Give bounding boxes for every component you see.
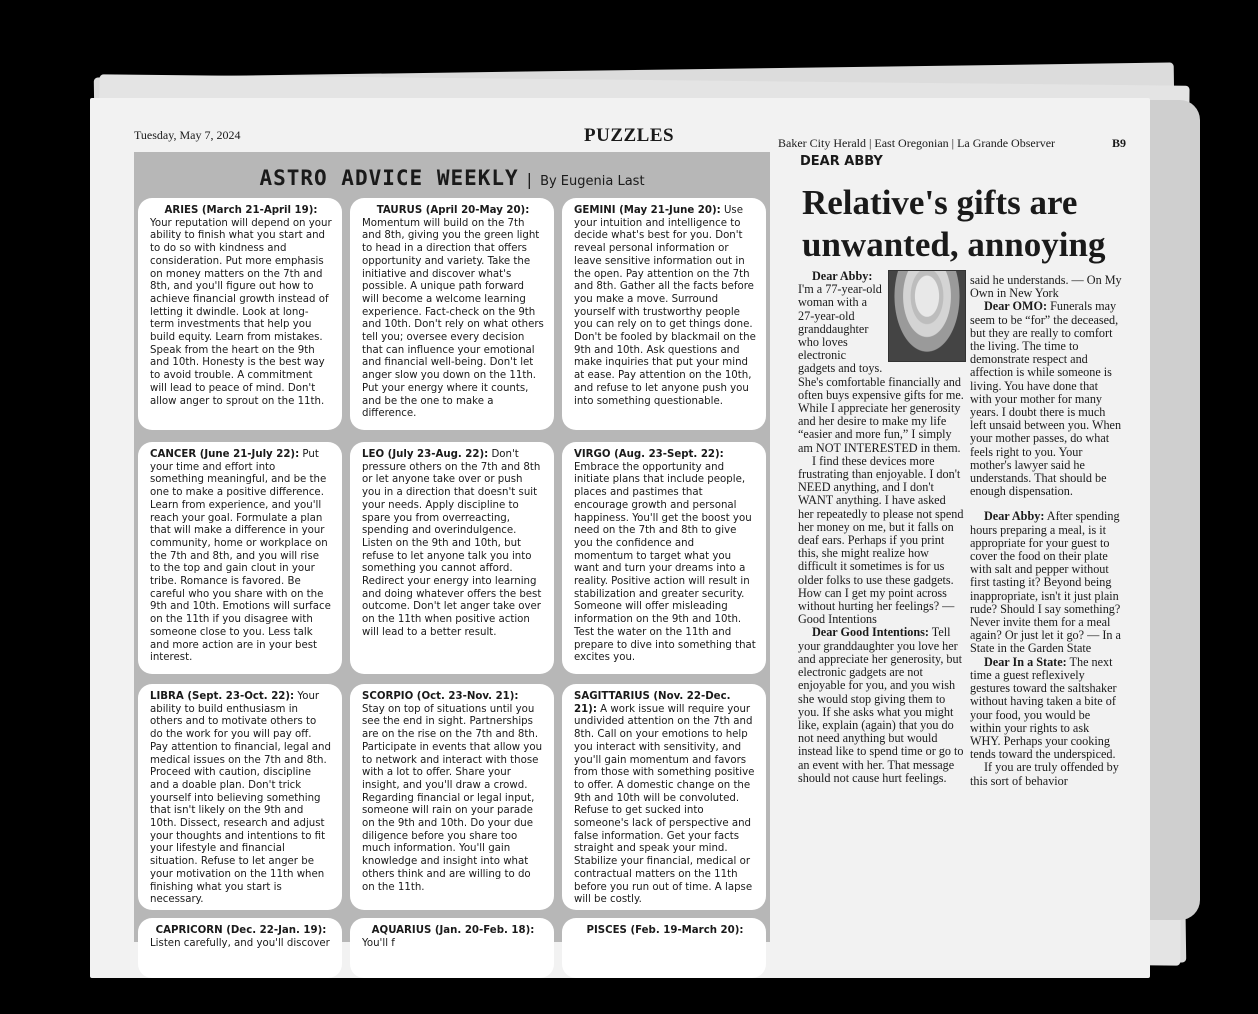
- sign-name: VIRGO (Aug. 23-Sept. 22):: [574, 449, 724, 460]
- paragraph-text: After spending hours preparing a meal, is it appropriate for your guest to cover the food on their plate with salt and pepper without first tasting it? Beyond being inappropriate, isn't it just plain rude? Should I say something? Never invite them for a meal again? Or just let it go? — In a State in the Garden State: [970, 509, 1121, 656]
- sign-text: Stay on top of situations until you see the end in sight. Partnerships are on the rise on the 7th and 8th. Participate in events that allow you to network and interact with those with a lot to offer. Share your insight, and you'll draw a crowd. Regarding financial or legal input, someone will rain on your parade on the 9th and 10th. Do your due diligence before you share too much information. You'll gain knowledge and insight into what others think and are willing to do on the 11th.: [362, 703, 543, 893]
- article-paragraph: [970, 274, 1122, 300]
- column-kicker: DEAR ABBY: [800, 154, 883, 169]
- sign-text: Your reputation will depend on your ability to finish what you start and to do so with kindness and consideration. Put more emphasis on money matters on the 7th and 8th, and you'll figure out how to achieve financial growth instead of letting it dwindle. Look at long-term investments that help you build equity. Learn from mistakes. Speak from the heart on the 9th and 10th. Honesty is the best way to avoid trouble. A commitment will lead to peace of mind. Don't allow anger to sprout on the 11th.: [150, 217, 332, 407]
- sign-name: SCORPIO (Oct. 23-Nov. 21):: [362, 691, 519, 702]
- astro-title: ASTRO ADVICE WEEKLY: [259, 166, 519, 190]
- sign-name: LIBRA (Sept. 23-Oct. 22):: [150, 691, 295, 702]
- sign-name: AQUARIUS (Jan. 20-Feb. 18):: [371, 925, 535, 936]
- paragraph-text: said he understands. — On My Own in New York: [970, 273, 1122, 301]
- article-headline: Relative's gifts are unwanted, annoying: [802, 183, 1106, 264]
- paragraph-text: Tell your granddaughter you love her and appreciate her generosity, but electronic gadgets are not enjoyable for you, and you wish she would stop giving them to you. If she asks what you might like, explain (again) that you do not need anything but would instead like to spend time or go to an event with her. That message should not cause hurt feelings.: [798, 625, 964, 785]
- columnist-photo: [888, 270, 966, 362]
- astro-byline: By Eugenia Last: [540, 174, 645, 189]
- reply-salutation: Dear In a State:: [984, 654, 1067, 669]
- horoscope-card-gemini: [562, 198, 766, 430]
- sign-name: TAURUS (April 20-May 20):: [376, 205, 530, 216]
- article-paragraph: [970, 510, 1122, 655]
- paragraph-text: If you are truly offended by this sort of behavior: [970, 760, 1119, 788]
- sign-text: Your ability to build enthusiasm in others and to motivate others to do the work for you will pay off. Pay attention to financial, legal and medical issues on the 7th and 8th. Proceed with caution, discipline and a doable plan. Don't trick yourself into believing something that isn't likely on the 9th and 10th. Dissect, research and adjust your thoughts and intentions to fit your lifestyle and financial situation. Refuse to let anger be your motivation on the 11th when finishing what you start is necessary.: [150, 691, 331, 906]
- paragraph-text: I find these devices more frustrating than enjoyable. I don't NEED anything, and I don't WANT anything. I have asked her repeatedly to please not spend her money on me, but it falls on deaf ears. Perhaps if you print this, she might realize how difficult it sometimes is for us older folks to use these gadgets. How can I get my point across without hurting her feelings? — Good Intentions: [798, 453, 964, 627]
- horoscope-card-aquarius: [350, 918, 554, 978]
- sign-text: Use your intuition and intelligence to decide what's best for you. Don't reveal personal information or leave sensitive information out in the open. Pay attention on the 7th and 8th. Gather all the facts before you make a move. Surround yourself with trustworthy people you can rely on to get things done. Don't be fooled by blackmail on the 9th and 10th. Ask questions and make inquiries that put your mind at ease. Pay attention on the 10th, and refuse to let anyone push you into something questionable.: [574, 205, 756, 407]
- publication-names: Baker City Herald | East Oregonian | La Grande Observer: [778, 136, 1056, 150]
- horoscope-card-aries: [138, 198, 342, 430]
- article-paragraph: [970, 761, 1122, 787]
- article-paragraph: [798, 626, 964, 784]
- horoscope-card-scorpio: [350, 684, 554, 910]
- sign-text: Embrace the opportunity and initiate plans that include people, places and pastimes that encourage growth and personal happiness. You'll get the boost you need on the 7th and 8th to give you the confidence and momentum to target what you want and turn your dreams into a reality. Positive action will result in stabilization and greater security. Someone will offer misleading information on the 9th and 10th. Test the water on the 11th and prepare to dive into something that excites you.: [574, 461, 756, 664]
- sign-text: Listen carefully, and you'll discover: [150, 937, 330, 949]
- astro-advice-panel: [134, 152, 770, 949]
- reply-salutation: Dear OMO:: [984, 299, 1048, 314]
- sign-text: Put your time and effort into something meaningful, and be the one to make a positive difference. Learn from experience, and you'll reach your goal. Formulate a plan that will make a difference in your community, home or workplace on the 7th and 8th, and you will rise to the top and gain clout in your tribe. Romance is favored. Be careful who you share with on the 9th and 10th. Emotions will surface on the 11th if you disagree with someone close to you. Less talk and more action are in your best interest.: [150, 449, 331, 664]
- article-column-right: [970, 274, 1122, 934]
- horoscope-card-sagittarius: [562, 684, 766, 910]
- sign-name: CANCER (June 21-July 22):: [150, 449, 300, 460]
- page-number: B9: [1112, 136, 1127, 150]
- sign-name: LEO (July 23-Aug. 22):: [362, 449, 489, 460]
- paragraph-text: I'm a 77-year-old woman with a 27-year-old granddaughter who loves electronic gadgets and toys. She's comfortable financially and often buys expensive gifts for me. While I appreciate her generosity and her desire to make my life “easier and more fun,” I simply am NOT INTERESTED in them.: [798, 282, 964, 455]
- article-paragraph: [970, 300, 1122, 498]
- section-title: PUZZLES: [584, 125, 675, 146]
- horoscope-card-pisces: [562, 918, 766, 978]
- sign-text: A work issue will require your undivided attention on the 7th and 8th. Call on your emotions to help you interact with sensitivity, and you'll gain momentum and favors from those with something positive to offer. A domestic change on the 9th and 10th will be convoluted. Refuse to get sucked into someone's lack of perspective and false information. Get your facts straight and speak your mind. Stabilize your financial, medical or contractual matters on the 11th before you run out of time. A lapse will be costly.: [574, 703, 755, 906]
- horoscope-card-capricorn: [138, 918, 342, 978]
- astro-header: [134, 166, 770, 190]
- reply-salutation: Dear Good Intentions:: [812, 625, 929, 640]
- newspaper-page: [90, 98, 1150, 978]
- sign-text: Momentum will build on the 7th and 8th, giving you the green light to head in a direction that offers opportunity and variety. Take the initiative and discover what's possible. A unique path forward will become a welcome learning experience. Fact-check on the 9th and 10th. Don't rely on what others tell you; oversee every decision that can influence your emotional and financial well-being. Don't let anger slow you down on the 11th. Put your energy where it counts, and be the one to make a difference.: [362, 217, 544, 420]
- sign-text: You'll f: [362, 937, 395, 949]
- sign-name: GEMINI (May 21-June 20):: [574, 205, 721, 216]
- page-date: Tuesday, May 7, 2024: [134, 128, 241, 142]
- horoscope-card-cancer: [138, 442, 342, 674]
- sign-name: PISCES (Feb. 19-March 20):: [586, 925, 744, 936]
- letter-salutation: Dear Abby:: [984, 509, 1045, 524]
- horoscope-card-libra: [138, 684, 342, 910]
- horoscope-card-leo: [350, 442, 554, 674]
- sign-text: Don't pressure others on the 7th and 8th or let anyone take over or push you in a direction that doesn't suit your needs. Apply discipline to spare you from overreacting, spending and overindulgence. Listen on the 9th and 10th, but refuse to let anyone talk you into something you cannot afford. Redirect your energy into learning and doing whatever offers the best outcome. Don't let anger take over on the 11th when positive action will lead to a better result.: [362, 449, 542, 638]
- astro-divider: |: [526, 170, 533, 189]
- paragraph-text: The next time a guest reflexively gestures toward the saltshaker without having taken a bite of your food, you would be within your rights to ask WHY. Perhaps your cooking tends toward the underspiced.: [970, 654, 1117, 762]
- letter-salutation: Dear Abby:: [812, 269, 873, 283]
- paragraph-text: Funerals may seem to be “for” the deceased, but they are really to comfort the living. The time to demonstrate respect and affection is while someone is living. You have done that with your mother for many years. I doubt there is much left unsaid between you. When your mother passes, do what feels right to you. Your mother's lawyer said he understands. That should be enough dispensation.: [970, 299, 1122, 499]
- article-column-left: [798, 270, 964, 930]
- sign-name: CAPRICORN (Dec. 22-Jan. 19):: [155, 925, 327, 936]
- sign-name: SAGITTARIUS (Nov. 22-Dec. 21):: [574, 691, 731, 715]
- horoscope-card-virgo: [562, 442, 766, 674]
- sign-name: ARIES (March 21-April 19):: [164, 205, 318, 216]
- horoscope-card-taurus: [350, 198, 554, 430]
- article-paragraph: [798, 455, 964, 627]
- article-paragraph: [970, 656, 1122, 762]
